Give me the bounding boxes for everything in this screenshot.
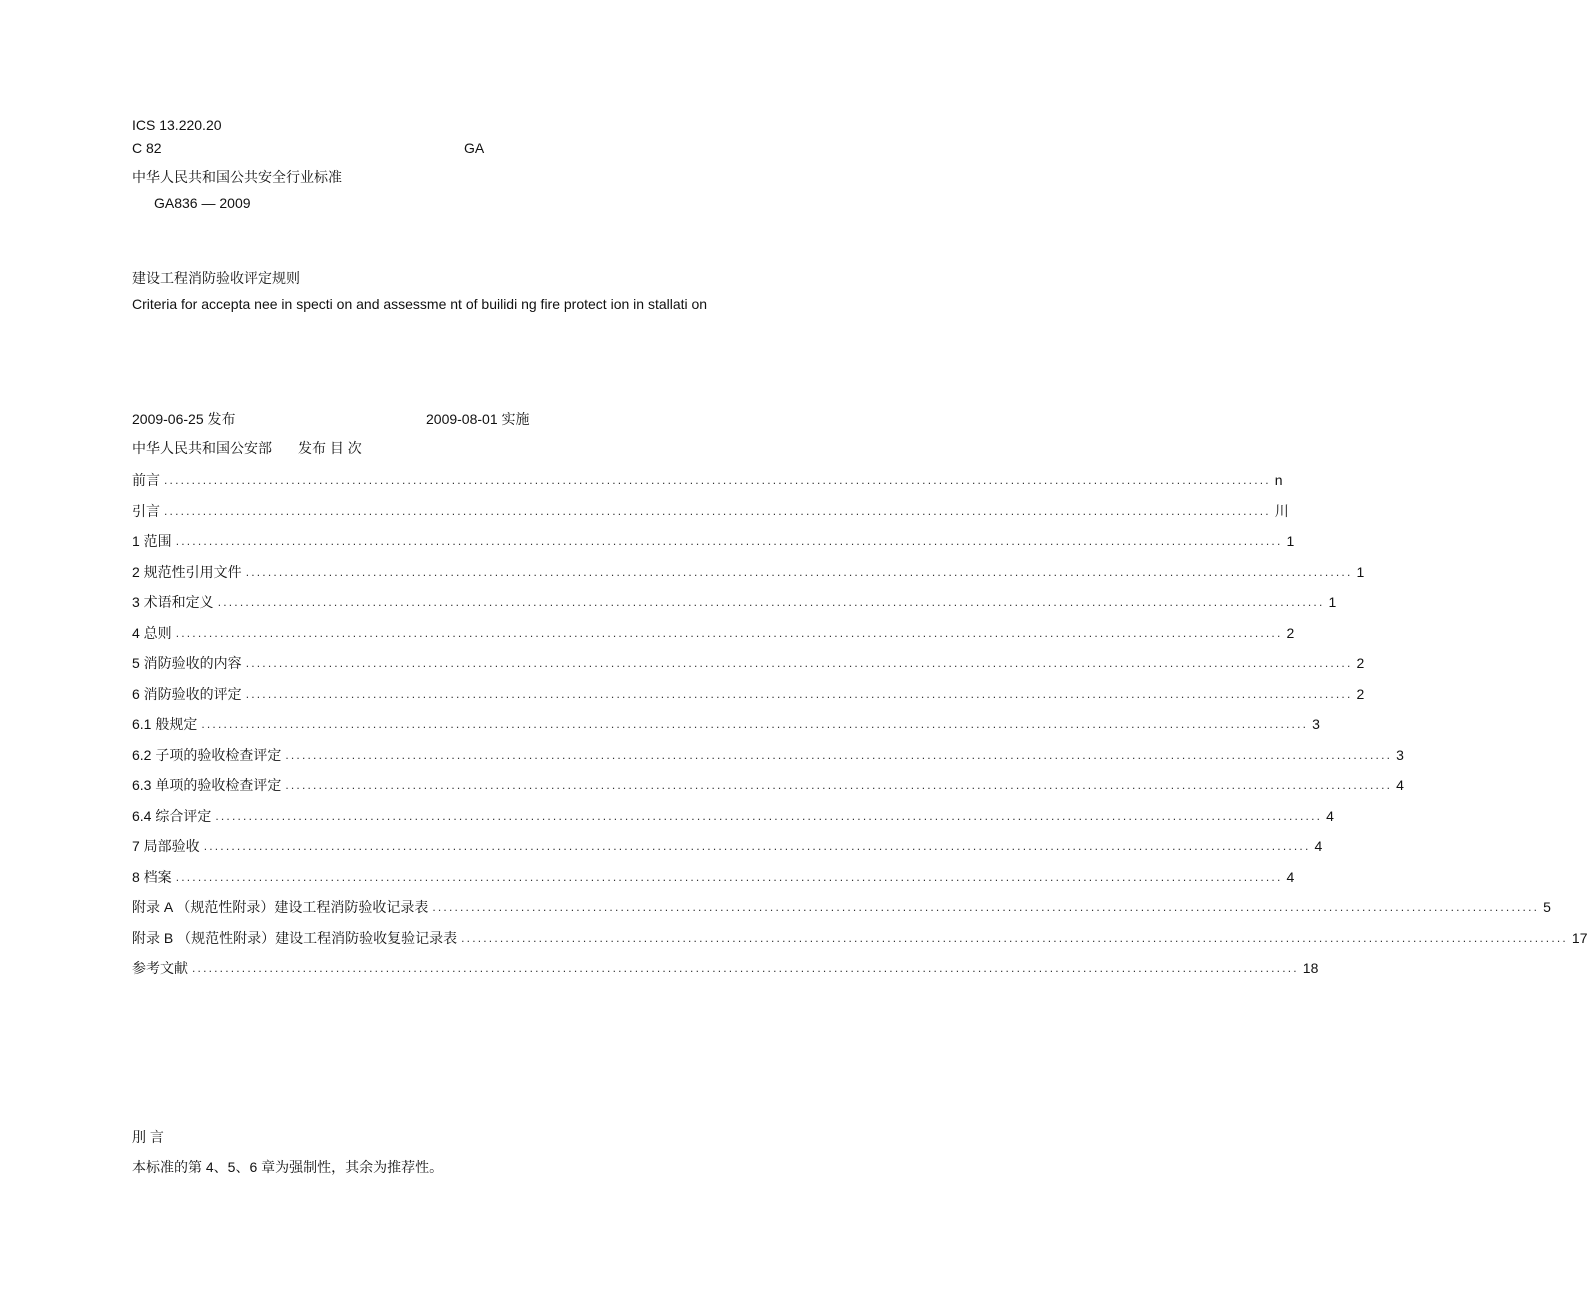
issuer-title: 中华人民共和国公共安全行业标准 <box>132 169 342 185</box>
toc-title: 目 次 <box>329 440 362 456</box>
title-zh: 建设工程消防验收评定规则 <box>132 270 300 286</box>
title-en: Criteria for accepta nee in specti on and assessme nt of builidi ng fire protect ion in stallati on <box>132 296 708 312</box>
toc-entry-page: n <box>1274 472 1283 488</box>
toc-entry-label: 6.2 子项的验收检查评定 <box>132 746 282 763</box>
standard-number: GA836 — 2009 <box>154 195 251 211</box>
toc-entry-page: 1 <box>1286 533 1295 549</box>
toc-entry-label: 引言 <box>132 502 160 519</box>
dot-leader: ........................................................................................................................................................................................................ <box>175 625 1283 640</box>
toc-entry[interactable] <box>132 471 1283 489</box>
toc-entry-page: 2 <box>1286 624 1295 641</box>
toc-entry-page: 4 <box>1286 868 1295 885</box>
publish-date: 2009-06-25 发布 <box>132 411 236 427</box>
dot-leader: ........................................................................................................................................................................................................ <box>245 656 1353 670</box>
toc-entry[interactable] <box>132 776 1404 794</box>
toc-entry-page: 2 <box>1356 685 1365 702</box>
ccs-code: C 82 <box>132 140 162 156</box>
toc-entry-label: 附录 B （规范性附录）建设工程消防验收复验记录表 <box>132 929 458 946</box>
toc-entry-page: 5 <box>1543 899 1551 915</box>
ga-mark: GA <box>464 140 485 156</box>
dot-leader: ........................................................................................................................................................................................................ <box>215 808 1323 823</box>
dot-leader: ........................................................................................................................................................................................................ <box>245 564 1353 579</box>
toc-entry[interactable] <box>132 898 1551 916</box>
dot-leader: ........................................................................................................................................................................................................ <box>203 839 1311 853</box>
toc-entry[interactable] <box>132 502 1289 520</box>
toc-entry-label: 8 档案 <box>132 868 172 885</box>
toc-entry-label: 附录 A （规范性附录）建设工程消防验收记录表 <box>132 899 429 915</box>
toc-entry[interactable] <box>132 715 1320 733</box>
toc-entry-page: 4 <box>1314 838 1323 854</box>
dot-leader: ........................................................................................................................................................................................................ <box>217 595 1325 609</box>
toc-entry-page: 3 <box>1396 746 1404 763</box>
dot-leader: ........................................................................................................................................................................................................ <box>432 900 1540 914</box>
toc-entry-label: 3 术语和定义 <box>132 594 214 610</box>
toc-entry[interactable] <box>132 746 1404 764</box>
toc-entry[interactable] <box>132 593 1337 611</box>
dot-leader: ........................................................................................................................................................................................................ <box>192 961 1299 975</box>
dot-leader: ........................................................................................................................................................................................................ <box>245 686 1353 701</box>
publish-label: 发布 <box>298 440 326 456</box>
dot-leader: ........................................................................................................................................................................................................ <box>175 534 1283 548</box>
toc-entry-page: 3 <box>1312 716 1320 732</box>
toc-entry-page: 1 <box>1328 594 1337 610</box>
toc-entry[interactable] <box>132 959 1319 977</box>
dot-leader: ........................................................................................................................................................................................................ <box>201 717 1309 731</box>
issuer-line <box>132 439 362 457</box>
toc-entry-label: 5 消防验收的内容 <box>132 655 242 671</box>
toc-entry-label: 4 总则 <box>132 624 172 641</box>
toc-entry-page: 川 <box>1274 502 1289 519</box>
toc-entry-label: 6.4 综合评定 <box>132 807 212 824</box>
issuer: 中华人民共和国公安部 <box>132 440 272 456</box>
dot-leader: ........................................................................................................................................................................................................ <box>164 503 1271 518</box>
toc-entry-label: 前言 <box>132 472 160 488</box>
toc-entry[interactable] <box>132 685 1365 703</box>
toc-entry[interactable] <box>132 837 1323 855</box>
toc-entry[interactable] <box>132 807 1334 825</box>
toc-entry-label: 6 消防验收的评定 <box>132 685 242 702</box>
dot-leader: ........................................................................................................................................................................................................ <box>285 747 1393 762</box>
toc-entry-label: 2 规范性引用文件 <box>132 563 242 580</box>
toc-entry-label: 参考文献 <box>132 960 188 976</box>
toc-entry[interactable] <box>132 532 1295 550</box>
toc-entry-page: 18 <box>1302 960 1319 976</box>
dot-leader: ........................................................................................................................................................................................................ <box>164 473 1271 487</box>
toc-entry[interactable] <box>132 563 1365 581</box>
implement-date: 2009-08-01 实施 <box>426 411 530 427</box>
toc-entry-page: 4 <box>1326 807 1334 824</box>
ics-code: ICS 13.220.20 <box>132 117 222 133</box>
dot-leader: ........................................................................................................................................................................................................ <box>175 869 1283 884</box>
toc-entry-label: 6.1 般规定 <box>132 716 198 732</box>
dot-leader: ........................................................................................................................................................................................................ <box>285 778 1393 792</box>
toc-entry-page: 17 <box>1571 929 1588 946</box>
foreword-text: 本标准的第 4、5、6 章为强制性，其余为推荐性。 <box>132 1159 444 1175</box>
dot-leader: ........................................................................................................................................................................................................ <box>461 930 1568 945</box>
toc-entry[interactable] <box>132 654 1365 672</box>
toc-entry-label: 6.3 单项的验收检查评定 <box>132 777 282 793</box>
toc-entry-page: 4 <box>1396 777 1404 793</box>
toc-entry[interactable] <box>132 868 1295 886</box>
foreword-heading: 刖 言 <box>132 1129 164 1145</box>
toc-entry[interactable] <box>132 929 1588 947</box>
toc-entry[interactable] <box>132 624 1295 642</box>
toc-entry-page: 2 <box>1356 655 1365 671</box>
toc-entry-label: 1 范围 <box>132 533 172 549</box>
toc-entry-label: 7 局部验收 <box>132 838 200 854</box>
toc-entry-page: 1 <box>1356 563 1365 580</box>
